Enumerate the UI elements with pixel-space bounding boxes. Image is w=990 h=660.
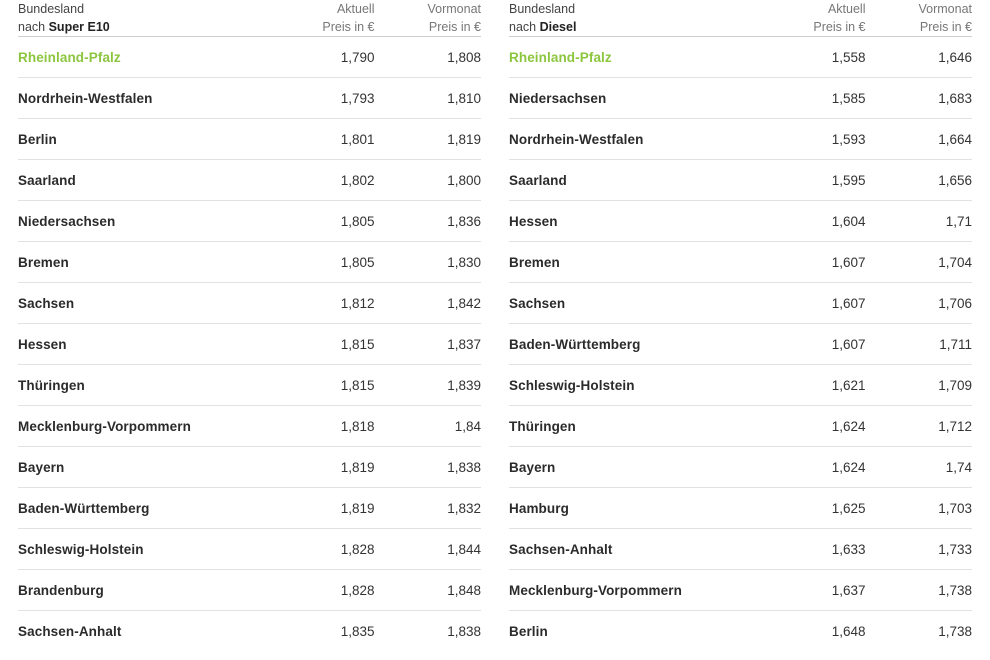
- cell-vormonat-preis: 1,830: [447, 254, 481, 270]
- table-header: [509, 0, 972, 37]
- cell-bundesland: Hessen: [509, 213, 558, 229]
- table-row: [18, 283, 481, 324]
- cell-vormonat-preis: 1,74: [945, 459, 972, 475]
- super-e10-price-table: [18, 0, 481, 651]
- cell-vormonat-preis: 1,844: [447, 541, 481, 557]
- column-header-aktuell: [759, 0, 865, 37]
- cell-aktuell-preis: 1,621: [831, 377, 866, 393]
- header-line-fuel-type: [18, 20, 110, 34]
- cell-bundesland: Hamburg: [509, 500, 569, 516]
- cell-bundesland: Sachsen-Anhalt: [18, 623, 122, 639]
- cell-bundesland: Baden-Württemberg: [509, 336, 641, 352]
- cell-bundesland: Saarland: [18, 172, 76, 188]
- table-row: [18, 37, 481, 78]
- header-line-bundesland: Bundesland: [509, 2, 576, 16]
- cell-vormonat-preis: 1,646: [938, 49, 972, 65]
- cell-vormonat-preis: 1,711: [939, 336, 972, 352]
- cell-bundesland: Mecklenburg-Vorpommern: [509, 582, 682, 598]
- cell-bundesland: Bremen: [18, 254, 69, 270]
- table-row: [18, 570, 481, 611]
- table-row: [18, 529, 481, 570]
- cell-vormonat-preis: 1,706: [938, 295, 972, 311]
- table-row: [18, 78, 481, 119]
- cell-vormonat-preis: 1,84: [454, 418, 481, 434]
- table-row: [509, 365, 972, 406]
- table-row: [18, 611, 481, 652]
- table-row: [18, 488, 481, 529]
- cell-vormonat-preis: 1,808: [447, 49, 481, 65]
- cell-bundesland: Mecklenburg-Vorpommern: [18, 418, 191, 434]
- header-line-bundesland: Bundesland: [18, 2, 85, 16]
- header-aktuell-label: Aktuell: [827, 2, 866, 16]
- cell-aktuell-preis: 1,802: [340, 172, 375, 188]
- table-row: [509, 324, 972, 365]
- table-row: [18, 447, 481, 488]
- header-row: [18, 0, 481, 37]
- cell-vormonat-preis: 1,71: [945, 213, 972, 229]
- cell-aktuell-preis: 1,558: [831, 49, 866, 65]
- cell-vormonat-preis: 1,738: [938, 582, 972, 598]
- table-row: [509, 283, 972, 324]
- cell-vormonat-preis: 1,810: [447, 90, 481, 106]
- table-row: [509, 447, 972, 488]
- cell-aktuell-preis: 1,607: [831, 295, 866, 311]
- cell-aktuell-preis: 1,815: [340, 336, 375, 352]
- cell-bundesland: Bayern: [509, 459, 556, 475]
- diesel-table-wrapper: [509, 0, 972, 660]
- cell-bundesland: Niedersachsen: [509, 90, 607, 106]
- table-row: [509, 78, 972, 119]
- cell-vormonat-preis: 1,733: [938, 541, 972, 557]
- cell-aktuell-preis: 1,818: [340, 418, 375, 434]
- cell-aktuell-preis: 1,593: [831, 131, 866, 147]
- cell-aktuell-preis: 1,815: [340, 377, 375, 393]
- column-header-vormonat: [375, 0, 482, 37]
- table-row: [509, 160, 972, 201]
- column-header-bundesland: [509, 0, 759, 37]
- cell-aktuell-preis: 1,819: [340, 500, 375, 516]
- cell-aktuell-preis: 1,624: [831, 459, 866, 475]
- cell-aktuell-preis: 1,607: [831, 254, 866, 270]
- cell-aktuell-preis: 1,793: [340, 90, 375, 106]
- header-vormonat-unit: Preis in €: [428, 20, 481, 35]
- cell-vormonat-preis: 1,664: [938, 131, 972, 147]
- cell-aktuell-preis: 1,604: [831, 213, 866, 229]
- column-header-vormonat: [866, 0, 973, 37]
- cell-vormonat-preis: 1,842: [447, 295, 481, 311]
- cell-bundesland: Schleswig-Holstein: [509, 377, 635, 393]
- header-aktuell-label: Aktuell: [336, 2, 375, 16]
- cell-bundesland: Sachsen: [18, 295, 75, 311]
- header-aktuell-unit: Preis in €: [322, 20, 375, 35]
- cell-aktuell-preis: 1,624: [831, 418, 866, 434]
- cell-aktuell-preis: 1,805: [340, 213, 375, 229]
- header-prefix-nach: nach: [18, 20, 49, 35]
- cell-vormonat-preis: 1,838: [447, 623, 481, 639]
- cell-aktuell-preis: 1,637: [831, 582, 866, 598]
- header-vormonat-label: Vormonat: [918, 2, 972, 16]
- cell-vormonat-preis: 1,800: [447, 172, 481, 188]
- table-row: [18, 406, 481, 447]
- cell-bundesland: Saarland: [509, 172, 567, 188]
- header-prefix-nach: nach: [509, 20, 540, 35]
- table-row: [509, 611, 972, 652]
- table-row: [18, 365, 481, 406]
- cell-aktuell-preis: 1,633: [831, 541, 866, 557]
- cell-bundesland: Schleswig-Holstein: [18, 541, 144, 557]
- cell-aktuell-preis: 1,828: [340, 541, 375, 557]
- cell-aktuell-preis: 1,585: [831, 90, 866, 106]
- header-fuel-name: Super E10: [48, 20, 110, 35]
- cell-bundesland: Baden-Württemberg: [18, 500, 150, 516]
- cell-aktuell-preis: 1,625: [831, 500, 866, 516]
- cell-bundesland: Thüringen: [18, 377, 85, 393]
- table-row: [509, 406, 972, 447]
- cell-aktuell-preis: 1,828: [340, 582, 375, 598]
- super-e10-table-wrapper: [18, 0, 481, 660]
- table-row: [509, 242, 972, 283]
- cell-aktuell-preis: 1,607: [831, 336, 866, 352]
- cell-bundesland: Bremen: [509, 254, 560, 270]
- cell-vormonat-preis: 1,683: [938, 90, 972, 106]
- cell-vormonat-preis: 1,738: [938, 623, 972, 639]
- table-row: [18, 160, 481, 201]
- cell-bundesland: Berlin: [18, 131, 57, 147]
- table-header: [18, 0, 481, 37]
- cell-aktuell-preis: 1,790: [340, 49, 375, 65]
- cell-bundesland: Nordrhein-Westfalen: [509, 131, 644, 147]
- cell-aktuell-preis: 1,648: [831, 623, 866, 639]
- cell-vormonat-preis: 1,712: [938, 418, 972, 434]
- cell-bundesland: Sachsen-Anhalt: [509, 541, 613, 557]
- header-line-fuel-type: [509, 20, 576, 34]
- cell-bundesland: Berlin: [509, 623, 548, 639]
- cell-vormonat-preis: 1,837: [447, 336, 481, 352]
- cell-vormonat-preis: 1,848: [447, 582, 481, 598]
- cell-bundesland: Rheinland-Pfalz: [18, 49, 121, 65]
- table-row: [509, 37, 972, 78]
- cell-bundesland: Hessen: [18, 336, 67, 352]
- cell-bundesland: Brandenburg: [18, 582, 104, 598]
- cell-vormonat-preis: 1,839: [447, 377, 481, 393]
- header-fuel-name: Diesel: [539, 20, 577, 35]
- cell-aktuell-preis: 1,801: [340, 131, 375, 147]
- table-row: [18, 324, 481, 365]
- cell-bundesland: Thüringen: [509, 418, 576, 434]
- cell-vormonat-preis: 1,832: [447, 500, 481, 516]
- table-row: [18, 242, 481, 283]
- cell-aktuell-preis: 1,819: [340, 459, 375, 475]
- cell-vormonat-preis: 1,656: [938, 172, 972, 188]
- table-row: [509, 488, 972, 529]
- table-row: [509, 570, 972, 611]
- column-header-bundesland: [18, 0, 268, 37]
- cell-vormonat-preis: 1,704: [938, 254, 972, 270]
- cell-bundesland: Bayern: [18, 459, 65, 475]
- header-row: [509, 0, 972, 37]
- header-vormonat-unit: Preis in €: [919, 20, 972, 35]
- table-row: [509, 529, 972, 570]
- diesel-table-body: [509, 37, 972, 652]
- cell-bundesland: Niedersachsen: [18, 213, 116, 229]
- header-aktuell-unit: Preis in €: [813, 20, 866, 35]
- table-row: [18, 201, 481, 242]
- cell-aktuell-preis: 1,595: [831, 172, 866, 188]
- diesel-price-table: [509, 0, 972, 651]
- cell-aktuell-preis: 1,812: [340, 295, 375, 311]
- cell-vormonat-preis: 1,819: [447, 131, 481, 147]
- column-header-aktuell: [268, 0, 374, 37]
- cell-aktuell-preis: 1,835: [340, 623, 375, 639]
- cell-vormonat-preis: 1,836: [447, 213, 481, 229]
- cell-bundesland: Nordrhein-Westfalen: [18, 90, 153, 106]
- cell-bundesland: Rheinland-Pfalz: [509, 49, 612, 65]
- cell-bundesland: Sachsen: [509, 295, 566, 311]
- cell-aktuell-preis: 1,805: [340, 254, 375, 270]
- table-row: [18, 119, 481, 160]
- cell-vormonat-preis: 1,703: [938, 500, 972, 516]
- cell-vormonat-preis: 1,838: [447, 459, 481, 475]
- table-row: [509, 201, 972, 242]
- table-row: [509, 119, 972, 160]
- header-vormonat-label: Vormonat: [427, 2, 481, 16]
- cell-vormonat-preis: 1,709: [938, 377, 972, 393]
- super-e10-table-body: [18, 37, 481, 652]
